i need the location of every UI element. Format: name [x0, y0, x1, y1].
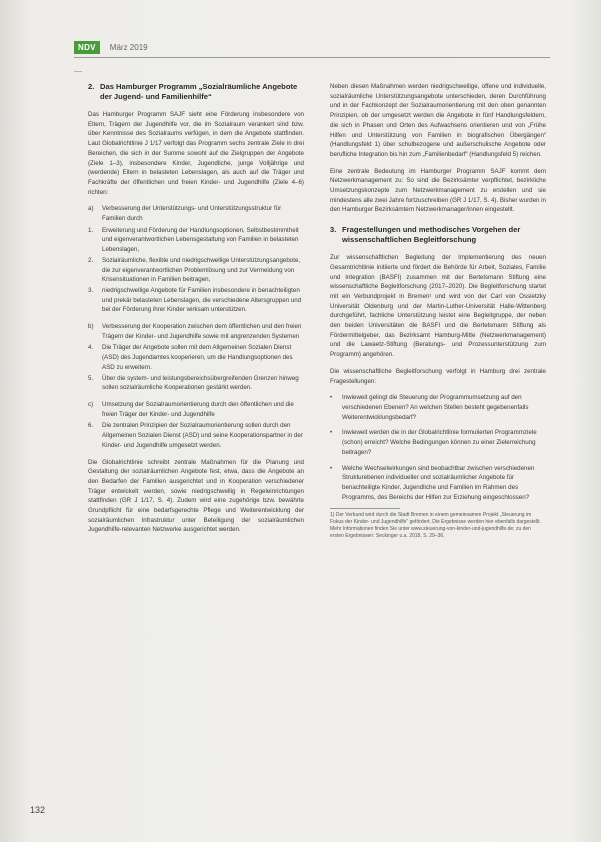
footnote: 1) Der Verbund wird durch die Stadt Bremen in einem gemeinsamen Projekt „Steuerung im Fokus der Kinder- und Jugendhilfe“ gefördert. Die Ergebnisse werden hier ebenfalls dargestellt. Mehr Informationen finden Sie unter www.steuerung-von-kinder-und-jugendhilfe.de; zu den ersten Ergebnissen: Seckinger u.a. 2018, S. 29–36. — [330, 512, 541, 540]
goal-number: 3. — [88, 286, 94, 294]
goal-item — [88, 343, 304, 372]
goal-text: Die zentralen Prinzipien der Sozialraumorientierung sollen durch den Allgemeinen Sozialen Dienst (ASD) und seine Kooperationspartner in der Kinder- und Jugendhilfe umgesetzt werden. — [102, 422, 303, 449]
issue-date: März 2019 — [109, 42, 148, 52]
goal-group-a — [88, 204, 304, 315]
section-heading-2 — [88, 82, 304, 102]
group-label: a) — [88, 205, 94, 213]
questions-intro: Die wissenschaftliche Begleitforschung verfolgt in Hamburg drei zentrale Fragestellungen: — [330, 367, 546, 385]
margin-tick — [74, 71, 82, 72]
question-text: Welche Wechselwirkungen sind beobachtbar zwischen verschiedenen Strukturebenen individueller und sozialräumlicher Angebote für benachteiligte Kinder, Jugendliche und Familien im Rahmen des Programms, des Bereichs der Hilfen zur Erziehung eingeschlossen? — [342, 464, 535, 501]
section-heading-3 — [330, 225, 546, 245]
group-text: Umsetzung der Sozialraumorientierung durch den öffentlichen und die freien Träger der Kinder- und Jugendhilfe — [102, 400, 294, 418]
heading-text: Das Hamburger Programm „Sozialräumliche Angebote der Jugend- und Familienhilfe“ — [100, 82, 298, 101]
goal-group-b — [88, 322, 304, 393]
goal-text: Die Träger der Angebote sollen mit dem Allgemeinen Sozialen Dienst (ASD) des Jugendamtes kooperieren, um die Handlungsoptionen des ASD zu erweitern. — [102, 344, 293, 371]
list-item — [330, 464, 546, 503]
right-column — [330, 82, 546, 540]
goal-item — [88, 374, 304, 393]
heading-number: 2. — [88, 82, 95, 91]
network-paragraph: Eine zentrale Bedeutung im Hamburger Programm SAJF kommt dem Netzwerkmanagement zu: So sind die Bezirksämter verpflichtet, bezirkliche Umsetzungskonzepte zum Netzwerkmanagement zu erstellen und sie mindestens alle zwei Jahre fortzuschreiben (GR J 1/17, S. 4). Bisher wurden in den Hamburger Bezirksämtern Netzwerkmanager/innen eingestellt. — [330, 167, 546, 214]
page-number: 132 — [30, 805, 46, 815]
heading-text: Fragestellungen und methodisches Vorgehen der wissenschaftlichen Begleitforschung — [342, 225, 521, 245]
goal-item — [88, 226, 304, 255]
goal-number: 1. — [88, 226, 94, 234]
goal-number: 4. — [88, 344, 94, 352]
group-text: Verbesserung der Unterstützungs- und Unterstützungsstruktur für Familien durch — [102, 205, 282, 223]
group-text: Verbesserung der Kooperation zwischen dem öffentlichen und den freien Trägern der Kinder- und Jugendhilfe sowie mit angrenzenden Systemen — [102, 323, 302, 340]
intro-paragraph: Das Hamburger Programm SAJF sieht eine Förderung insbesondere von Eltern, Trägern der Jugendhilfe vor, die im Sozialraum verankert sind bzw. über Kenntnisse des Sozialraums verfügen, in dem die Angebote stattfinden. Laut Globalrichtlinie J 1/17 verfolgt das Programm sechs zentrale Ziele in drei Bereichen, die sich in der Summe sowohl auf die Zielgruppen der Angebote (Ziele 1–3), insbesondere Kinder, Jugendliche, junge Volljährige und (werdende) Eltern in belasteten Lebenslagen, als auch auf die Träger und Fachkräfte der öffentlichen und freien Kinder- und Jugendhilfe (Ziele 4–6) richten: — [88, 111, 304, 196]
ndv-logo: NDV — [74, 41, 100, 54]
heading-number: 3. — [330, 225, 337, 235]
goal-group-c — [88, 400, 304, 451]
page-header — [74, 40, 148, 54]
bullet-icon: • — [330, 429, 333, 437]
question-text: Inwieweit werden die in der Globalrichtlinie formulierten Programmziele (schon) erreicht? Welche Bedingungen können zu einer Zielerreichung beitragen? — [342, 429, 537, 456]
goal-text: niedrigschwellige Angebote für Familien insbesondere in benachteiligten und prekär belasteten Lebenslagen, die verschiedene Altersgruppen und bei der Förderung ihrer Kinder wirksam unterstützen. — [102, 286, 302, 314]
goal-text: Sozialräumliche, flexible und niedrigschwellige Unterstützungsangebote, die zur eigenverantwortlichen Problemlösung und zur Vermeidung von Krisensituationen in Familien beitragen, — [102, 256, 301, 284]
goal-number: 6. — [88, 422, 94, 430]
header-divider — [74, 57, 550, 58]
bullet-icon: • — [330, 464, 333, 472]
group-label: b) — [88, 323, 94, 331]
goal-item — [88, 256, 304, 285]
goal-text: Erweiterung und Förderung der Handlungsoptionen, Selbstbestimmtheit und eigenverantwortlichen Lebensgestaltung von Familien in belasteten Lebenslagen, — [102, 226, 299, 254]
measures-paragraph: Neben diesen Maßnahmen werden niedrigschwellige, offene und individuelle, sozialräumliche Unterstützungsangebote unterschieden, deren Durchführung und in der Fachkonzept der Sozialraumorientierung mit den oben genannten Prinzipien, ob der umgesetzt werden die Angebote in fünf Handlungsfeldern, die sich in Phasen und Orten des Aufwachsens orientieren und von „Frühe Hilfen und Unterstützung von Familien in biografischen Übergängen“ (Handlungsfeld 1) über schulbezogene und außerschulische Angebote oder berufliche Integration bis hin zum „Familienbedarf“ (Handlungsfeld 5) reichen. — [330, 83, 546, 158]
list-item — [330, 428, 546, 457]
bullet-icon: • — [330, 394, 333, 402]
closing-paragraph: Die Globalrichtlinie schreibt zentrale Maßnahmen für die Planung und Gestaltung der sozialräumlichen Angebote fest, etwa, dass die Angebote an den Bedarfen der Familien ausgerichtet und in Kooperation verschiedener Träger entwickelt werden, sowie niedrigschwellig in Regeleinrichtungen stattfinden (GR J 1/17, S. 4). Zudem wird eine zugehörige bzw. bewährte Grundpflicht für eine bedarfsgerechte Pflege und Weiterentwicklung der sozialräumlichen Infrastruktur unter Beteiligung der sozialräumlichen Jugendhilfe-relevanten Netzwerke ausgerichtet werden. — [88, 458, 304, 534]
goal-number: 2. — [88, 256, 94, 264]
footnote-divider — [330, 508, 400, 509]
left-column — [88, 82, 304, 542]
list-item — [330, 393, 546, 422]
goal-item — [88, 286, 304, 315]
goal-text: Über die system- und leistungsbereichsübergreifenden Grenzen hinweg sollen sozialräumliche Kooperationen gestärkt werden. — [102, 374, 299, 392]
group-label: c) — [88, 400, 94, 408]
question-text: Inwieweit gelingt die Steuerung der Programmumsetzung auf den verschiedenen Ebenen? An welchen Stellen besteht gegebenenfalls Weiterentwicklungsbedarf? — [342, 394, 529, 421]
goal-number: 5. — [88, 374, 94, 382]
research-paragraph: Zur wissenschaftlichen Begleitung der Implementierung des neuen Gesamtrichtlinie initiierte und fördert die Behörde für Arbeit, Soziales, Familie und Integration (BASFI) zusammen mit der Bertelsmann Stiftung eine wissenschaftliche Begleitforschung (2017–2020). Die Begleitforschung startet mit ein Verbundprojekt in Bremen¹ und wird von der Carl von Ossietzky Universität Oldenburg und der Martin-Luther-Universität Halle-Wittenberg durchgeführt, fachliche Unterstützung leistet eine Begleitgruppe, der neben den beiden Universitäten die BASFI und die Bertelsmann Stiftung als Fördermittelgeber, das Bezirksamt Hamburg-Mitte (Netzwerkmanagement) und die Lawaetz-Stiftung (Beratungs- und Prozessunterstützung zum Programm) angehören. — [330, 254, 546, 359]
research-questions — [330, 393, 546, 502]
goal-item — [88, 421, 304, 450]
